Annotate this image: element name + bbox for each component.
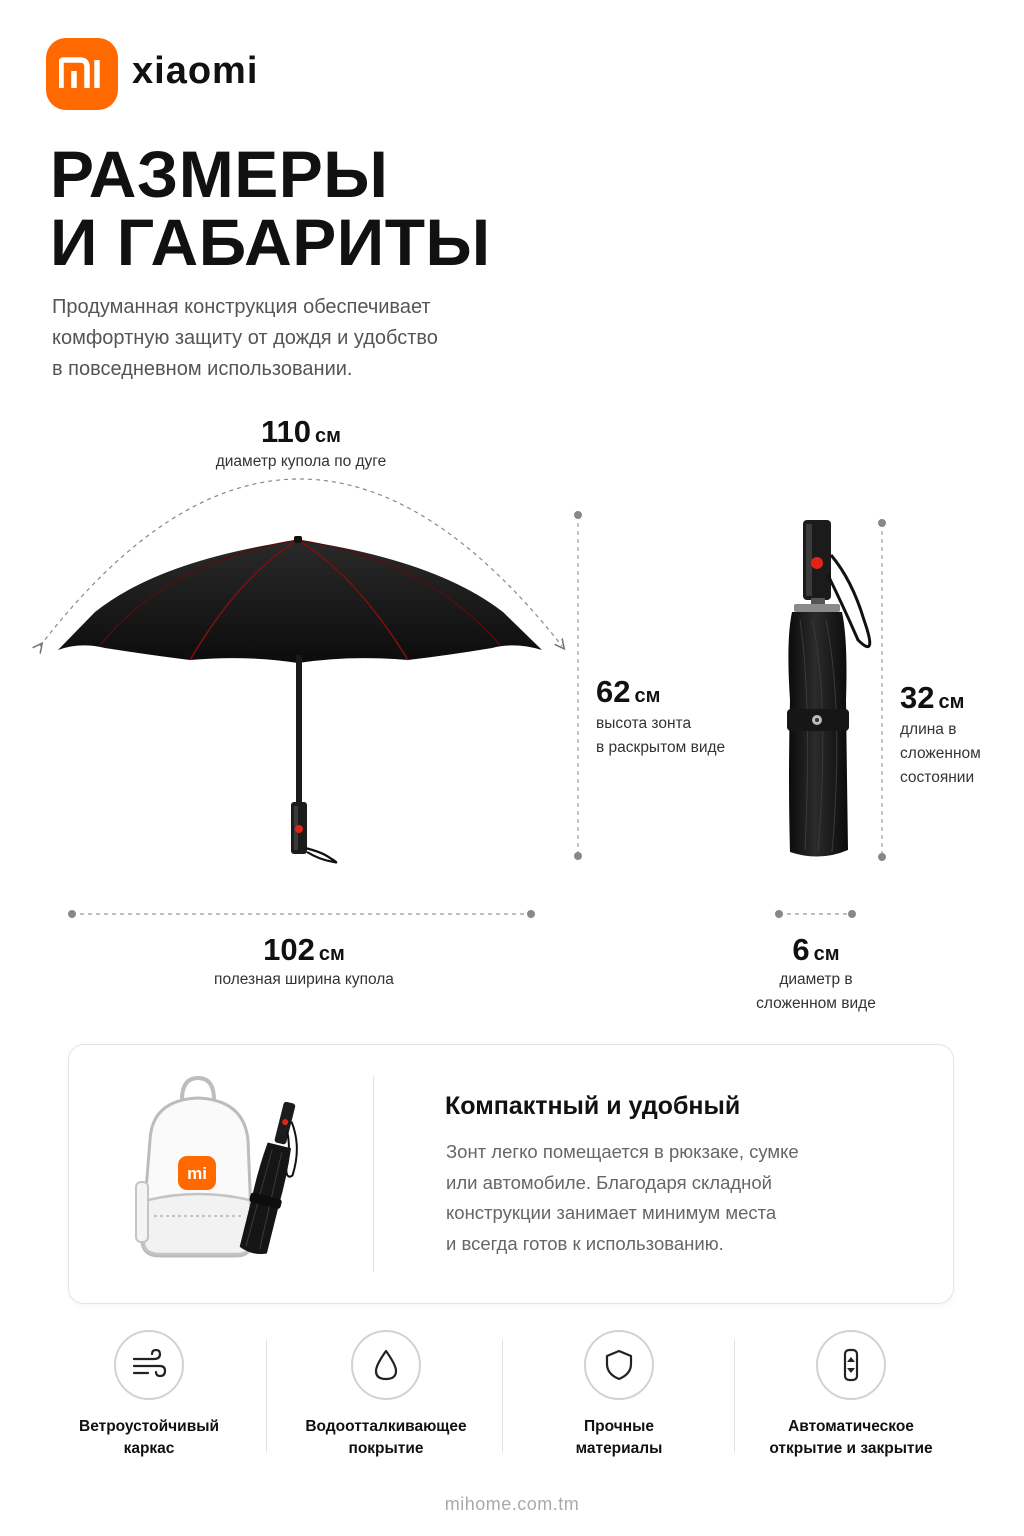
wind-icon bbox=[114, 1330, 184, 1400]
arc-dimension: 110 см диаметр купола по дуге bbox=[215, 414, 387, 470]
folded-diameter-line bbox=[775, 910, 856, 918]
feature-divider bbox=[502, 1340, 503, 1452]
feature-water-repellent: Водоотталкивающее покрытие bbox=[281, 1330, 491, 1460]
useful-width-dimension: 102 см полезная ширина купола bbox=[214, 932, 394, 988]
open-height-dimension: 62 см высота зонта в раскрытом виде bbox=[596, 674, 726, 756]
feature-auto-open-close: Автоматическое открытие и закрытие bbox=[746, 1330, 956, 1460]
open-height-line bbox=[574, 511, 582, 860]
useful-width-line bbox=[68, 910, 535, 918]
page-subtitle: Продуманная конструкция обеспечивает комфортную защиту от дождя и удобство в повседневном использовании. bbox=[52, 296, 438, 380]
auto-open-close-icon bbox=[816, 1330, 886, 1400]
xiaomi-logo bbox=[46, 38, 118, 110]
feature-wind-resistant: Ветроустойчивый каркас bbox=[44, 1330, 254, 1460]
folded-diameter-dimension: 6 см диаметр в сложенном виде bbox=[756, 932, 876, 1012]
mi-logo-icon bbox=[59, 57, 105, 91]
folded-length-dimension: 32 см длина в сложенном состоянии bbox=[900, 680, 981, 786]
open-umbrella bbox=[58, 536, 542, 863]
water-drop-icon bbox=[351, 1330, 421, 1400]
brand-name: xiaomi bbox=[132, 50, 259, 92]
backpack-with-umbrella-illustration bbox=[120, 1070, 310, 1270]
folded-umbrella bbox=[787, 520, 870, 857]
page-title: РАЗМЕРЫ И ГАБАРИТЫ bbox=[50, 137, 491, 279]
feature-divider bbox=[734, 1340, 735, 1452]
card-title: Компактный и удобный bbox=[445, 1092, 741, 1120]
shield-icon bbox=[584, 1330, 654, 1400]
footer-site: mihome.com.tm bbox=[444, 1494, 580, 1514]
folded-length-line bbox=[878, 519, 886, 861]
umbrella-illustration bbox=[0, 470, 1024, 940]
feature-divider bbox=[266, 1340, 267, 1452]
card-divider bbox=[373, 1076, 374, 1272]
feature-durable-materials: Прочные материалы bbox=[514, 1330, 724, 1460]
card-description: Зонт легко помещается в рюкзаке, сумке или автомобиле. Благодаря складной конструкции занимает минимум места и всегда готов к использованию. bbox=[446, 1141, 799, 1254]
backpack-logo: mi bbox=[187, 1164, 207, 1183]
